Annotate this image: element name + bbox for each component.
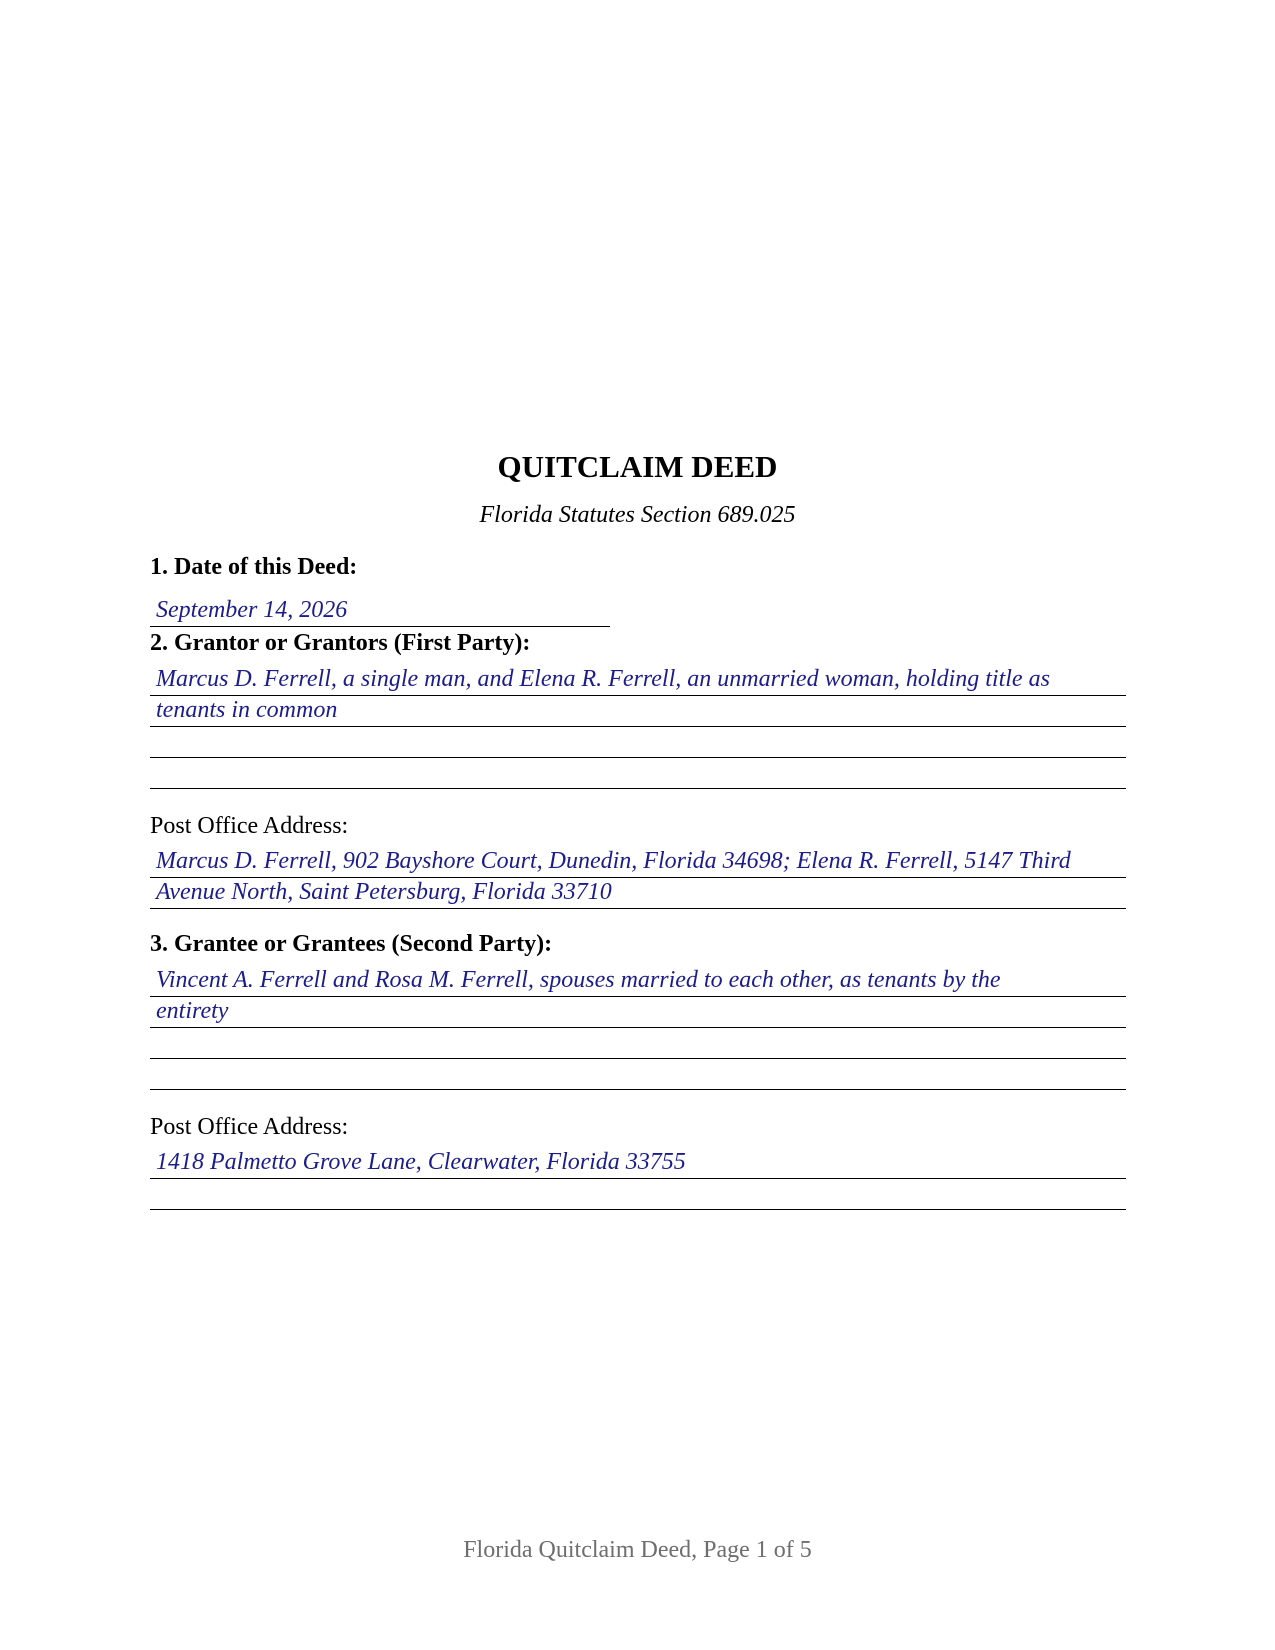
document-title: QUITCLAIM DEED [497,449,778,484]
date-field[interactable]: September 14, 2026 [150,596,610,627]
grantor-line-4[interactable] [150,758,1126,789]
grantee-line-3[interactable] [150,1028,1126,1059]
date-heading: 1. Date of this Deed: [150,554,358,580]
grantor-address-line-2[interactable]: Avenue North, Saint Petersburg, Florida 33710 [150,878,1126,909]
grantee-line-1[interactable]: Vincent A. Ferrell and Rosa M. Ferrell, spouses married to each other, as tenants by the [150,966,1126,997]
grantor-address-label: Post Office Address: [150,813,349,839]
document-subtitle: Florida Statutes Section 689.025 [479,502,796,528]
grantor-heading: 2. Grantor or Grantors (First Party): [150,630,531,656]
grantor-line-1[interactable]: Marcus D. Ferrell, a single man, and Elena R. Ferrell, an unmarried woman, holding title as [150,665,1126,696]
grantor-address-line-1[interactable]: Marcus D. Ferrell, 902 Bayshore Court, Dunedin, Florida 34698; Elena R. Ferrell, 5147 Third [150,847,1126,878]
grantor-line-3[interactable] [150,727,1126,758]
grantee-line-2[interactable]: entirety [150,997,1126,1028]
page-footer: Florida Quitclaim Deed, Page 1 of 5 [463,1537,812,1563]
grantee-heading: 3. Grantee or Grantees (Second Party): [150,931,553,957]
grantee-address-line-1[interactable]: 1418 Palmetto Grove Lane, Clearwater, Florida 33755 [150,1148,1126,1179]
grantee-address-label: Post Office Address: [150,1114,349,1140]
grantor-line-2[interactable]: tenants in common [150,696,1126,727]
grantee-address-line-2[interactable] [150,1179,1126,1210]
grantee-line-4[interactable] [150,1059,1126,1090]
